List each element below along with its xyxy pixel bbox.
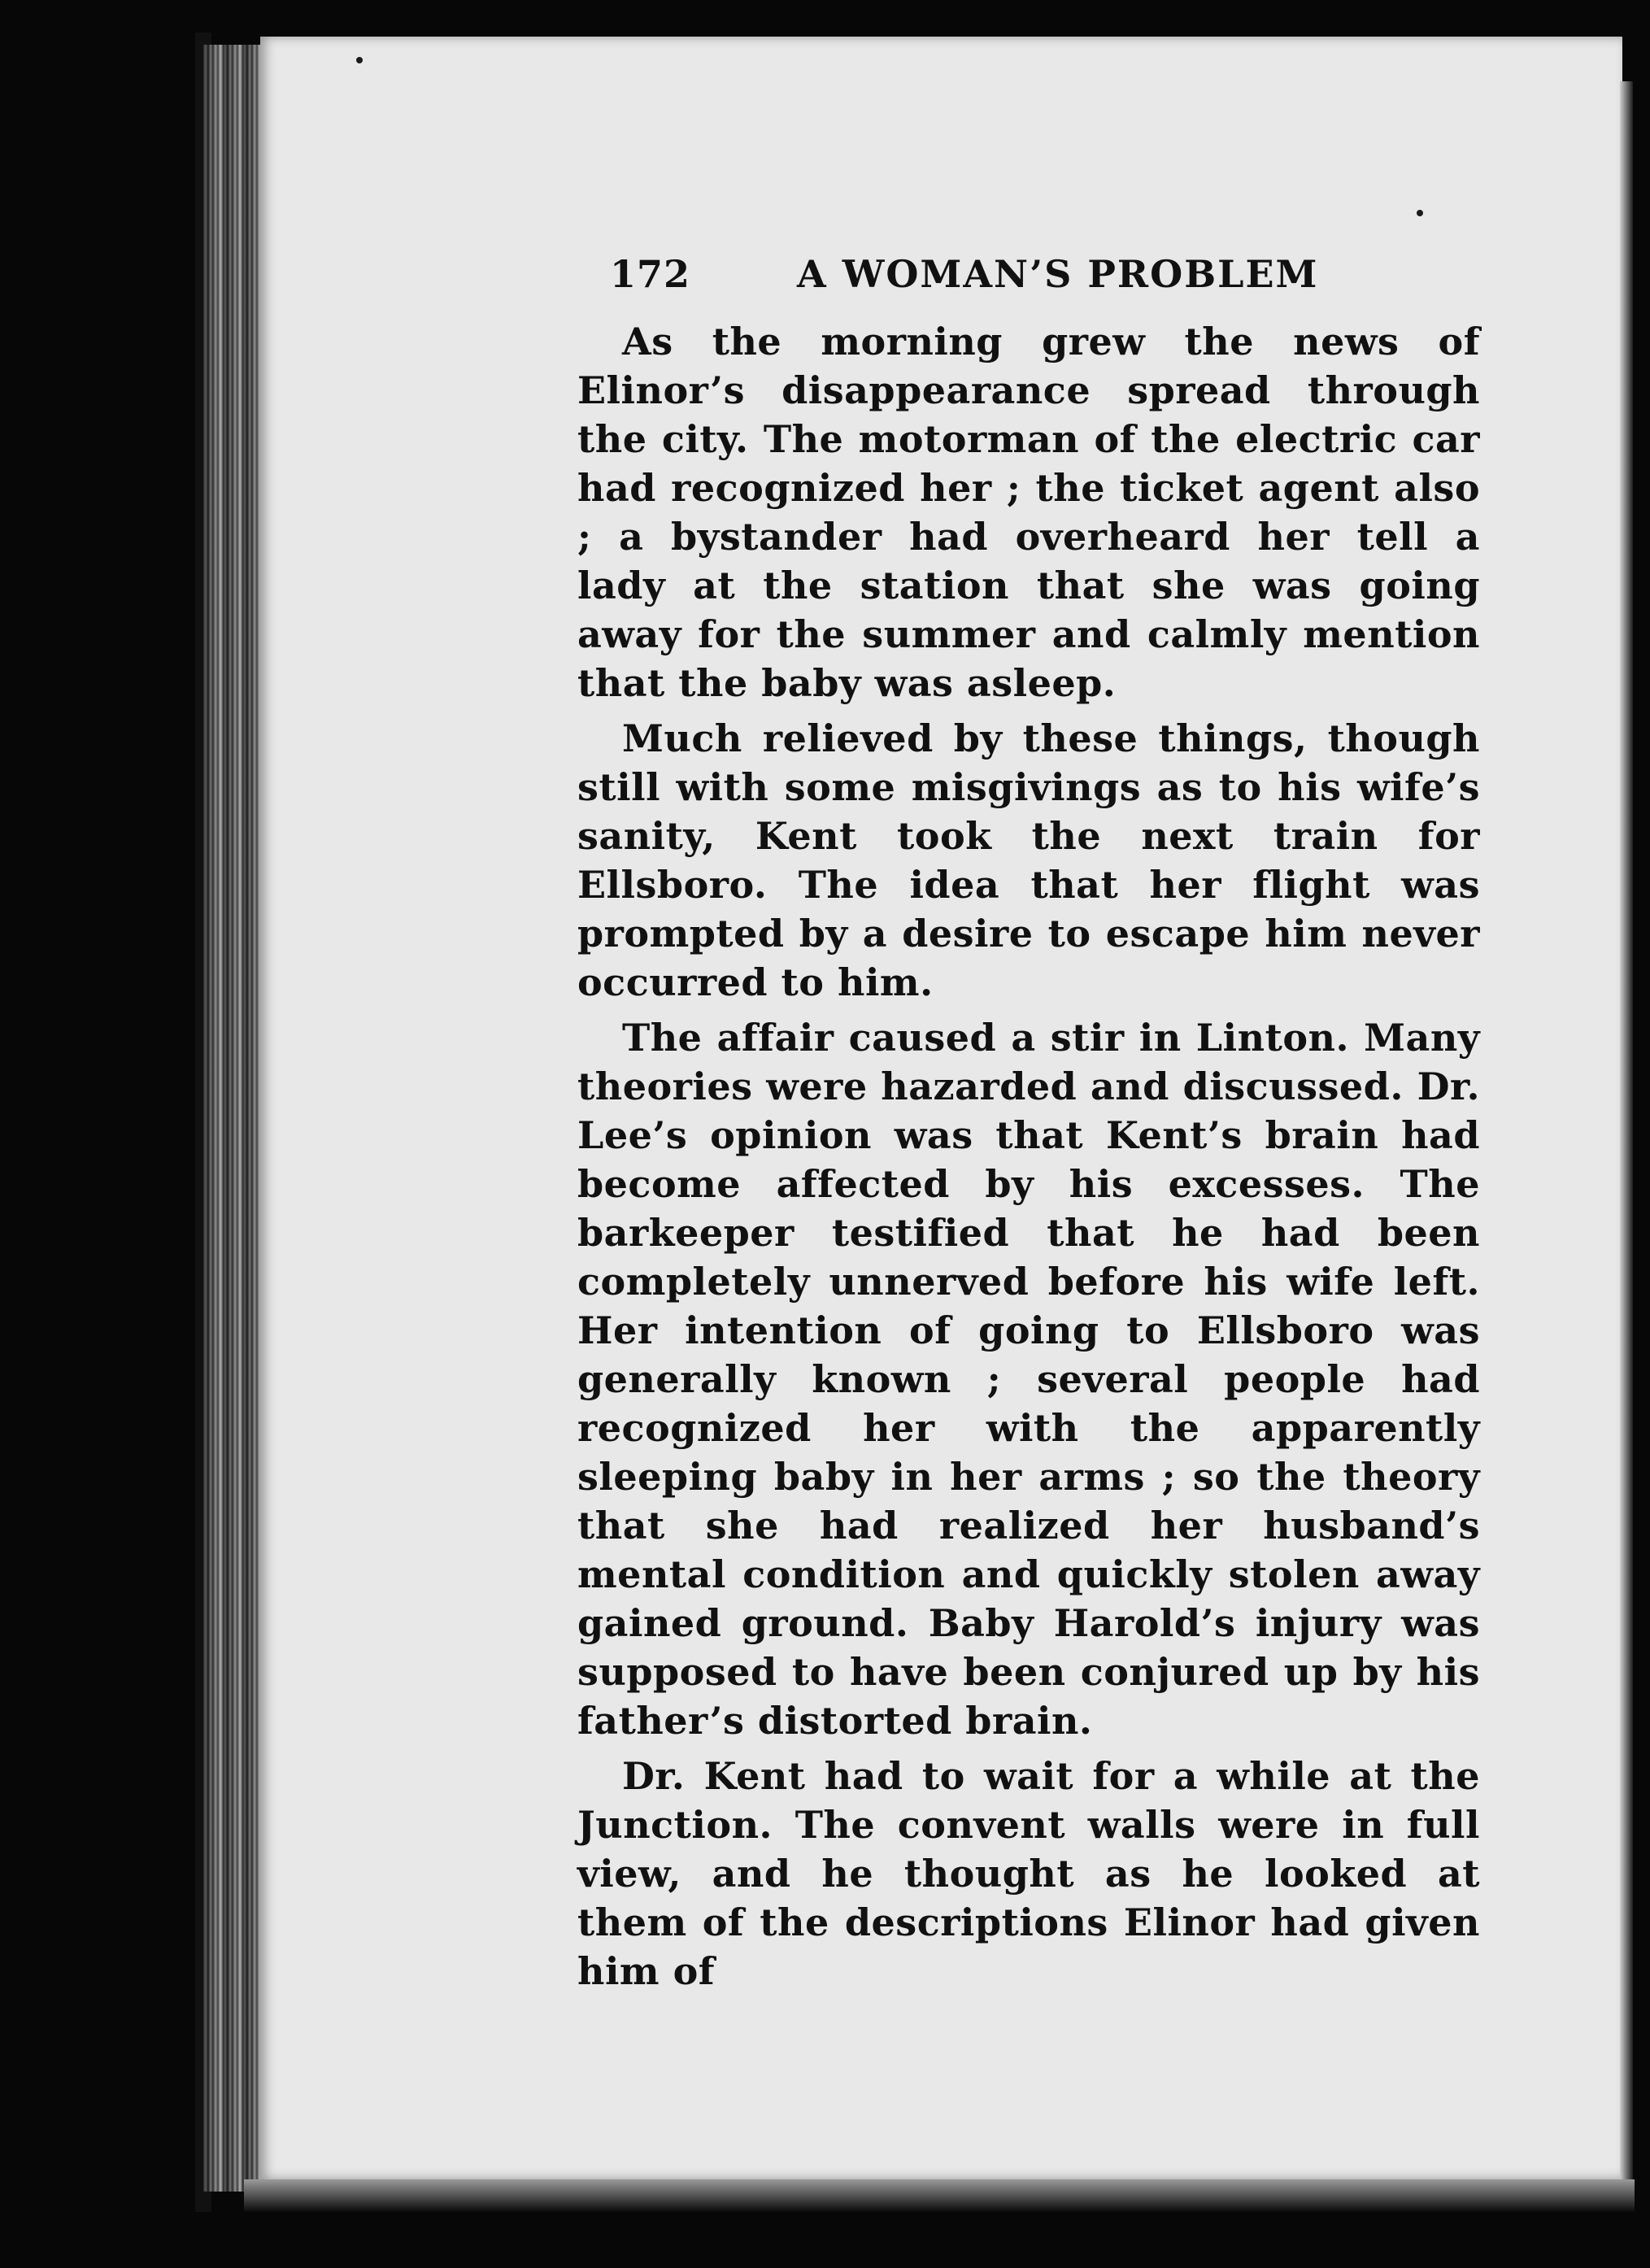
running-head [577,244,1480,317]
paragraph: Much relieved by these things, though still with some misgivings as to his wife’s sanity, Kent took the next train for Ellsboro. The idea that her flight was prompted by a desire to escape him never occurred to him. [577,716,1480,1004]
page-bottom-shadow [244,2179,1635,2212]
page-number: 172 [610,252,691,296]
dust-speck [356,57,363,63]
page-text-block [577,244,1480,2002]
page-right-edge [1620,81,1633,2196]
paragraph: The affair caused a stir in Linton. Many theories were hazarded and discussed. Dr. Lee’s opinion was that Kent’s brain had become affected by his excesses. The barkeeper testified that he had been completely unnerved before his wife left. Her intention of going to Ellsboro was generally known ; several people had recognized her with the apparently sleeping baby in her arms ; so the theory that she had realized her husband’s mental condition and quickly stolen away gained ground. Baby Harold’s injury was supposed to have been conjured up by his father’s distorted brain. [577,1016,1480,1743]
dust-speck [1417,210,1423,216]
running-title: A WOMAN’S PROBLEM [797,252,1319,296]
paragraph: Dr. Kent had to wait for a while at the Junction. The convent walls were in full view, and he thought as he looked at them of the descriptions Elinor had given him of [577,1754,1480,1993]
paragraph: As the morning grew the news of Elinor’s disappearance spread through the city. The motorman of the electric car had recognized her ; the ticket agent also ; a bystander had overheard her tell a lady at the station that she was going away for the summer and calmly mention that the baby was asleep. [577,320,1480,705]
